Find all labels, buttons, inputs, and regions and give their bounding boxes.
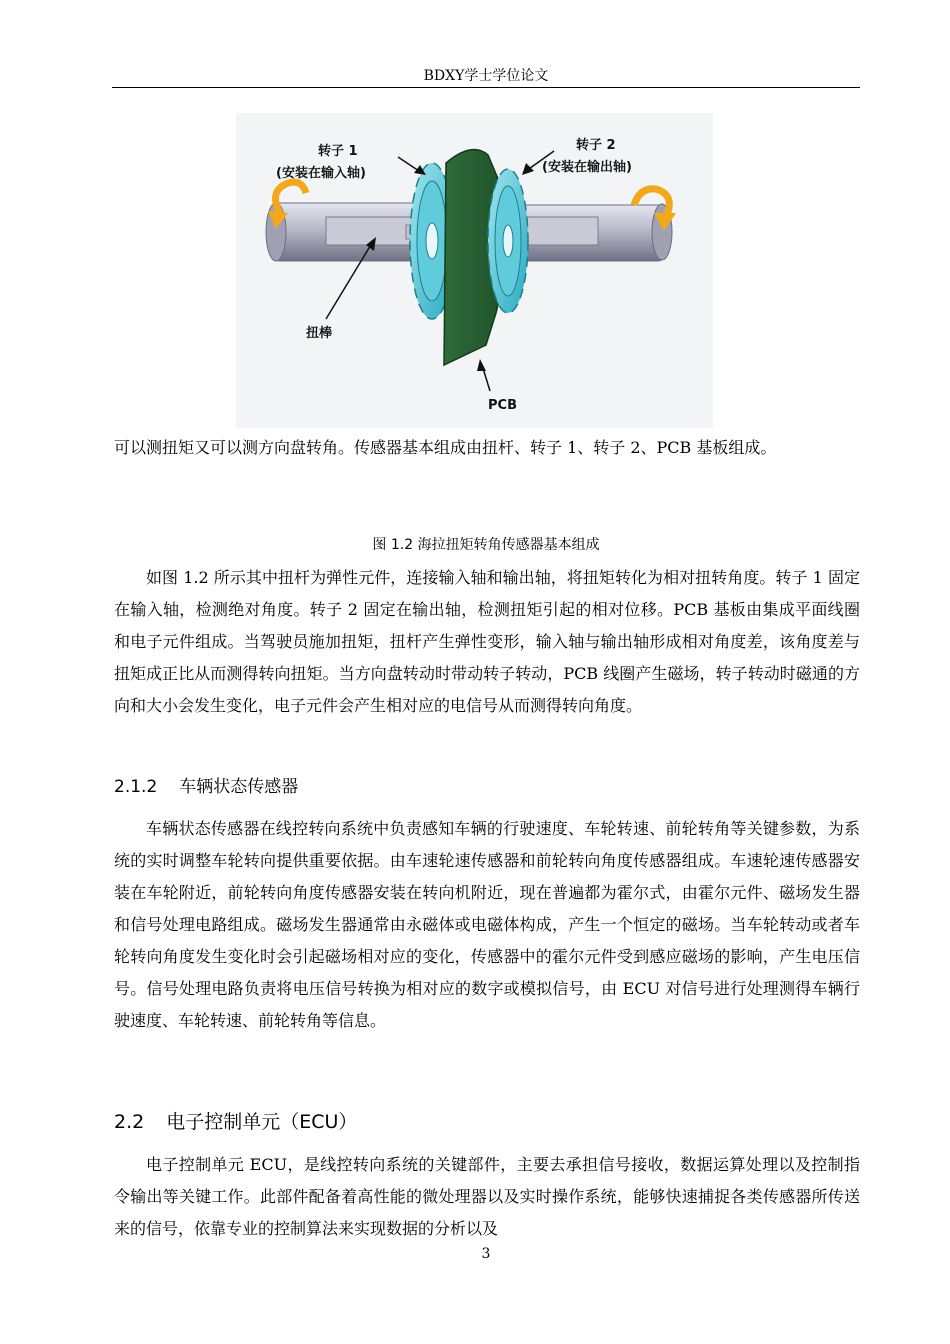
paragraph-3-text: 车辆状态传感器在线控转向系统中负责感知车辆的行驶速度、车轮转速、前轮转角等关键参数，为系统的实时调整车轮转向提供重要依据。由车速轮速传感器和前轮转向角度传感器组成。车速轮速传感器安装在车轮附近，前轮转向角度传感器安装在转向机附近，现在普遍都为霍尔式，由霍尔元件、磁场发生器和信号处理电路组成。磁场发生器通常由永磁体或电磁体构成，产生一个恒定的磁场。当车轮转动或者车轮转向角度发生变化时会引起磁场相对应的变化，传感器中的霍尔元件受到感应磁场的影响，产生电压信号。信号处理电路负责将电压信号转换为相对应的数字或模拟信号，由 ECU 对信号进行处理测得车辆行驶速度、车轮转速、前轮转角等信息。 [114,819,860,1030]
section-number: 2.2 [114,1111,145,1133]
rotor-1-note: (安装在输入轴) [276,166,366,181]
pcb-label: PCB [488,398,517,413]
paragraph-2 [114,562,860,722]
paragraph-1 [114,432,860,464]
paragraph-3 [114,813,860,1037]
section-heading-2-1-2 [114,775,298,799]
page-header: BDXY学士学位论文 [423,68,549,84]
section-title: 车辆状态传感器 [179,777,299,797]
section-heading-2-2 [114,1109,357,1135]
torsion-bar-label: 扭棒 [306,326,333,341]
rotor-2-shape [488,169,528,313]
rotor-2-label: 转子 2 [576,138,616,153]
header-rule [112,87,860,88]
sensor-figure [236,113,713,428]
figure-caption: 图 1.2 海拉扭矩转角传感器基本组成 [372,537,600,553]
paragraph-1-text: 可以测扭矩又可以测方向盘转角。传感器基本组成由扭杆、转子 1、转子 2、PCB 基板组成。 [114,438,777,457]
rotor-2-leader-head-icon [522,163,534,175]
rotor-2-note: (安装在输出轴) [542,160,632,175]
section-number: 2.1.2 [114,777,158,797]
paragraph-2-text: 如图 1.2 所示其中扭杆为弹性元件，连接输入轴和输出轴，将扭矩转化为相对扭转角度。转子 1 固定在输入轴，检测绝对角度。转子 2 固定在输出轴，检测扭矩引起的相对位移。PCB 基板由集成平面线圈和电子元件组成。当驾驶员施加扭矩，扭杆产生弹性变形，输入轴与输出轴形成相对角度差，该角度差与扭矩成正比从而测得转向扭矩。当方向盘转动时带动转子转动，PCB 线圈产生磁场，转子转动时磁通的方向和大小会发生变化，电子元件会产生相对应的电信号从而测得转向角度。 [114,568,860,715]
rotor-1-label: 转子 1 [318,144,358,159]
paragraph-4 [114,1149,860,1245]
torque-angle-sensor-diagram [236,113,713,428]
page-number: 3 [481,1246,491,1262]
section-title: 电子控制单元（ECU） [166,1111,358,1133]
paragraph-4-text: 电子控制单元 ECU，是线控转向系统的关键部件，主要去承担信号接收，数据运算处理以及控制指令输出等关键工作。此部件配备着高性能的微处理器以及实时操作系统，能够快速捕捉各类传感器所传送来的信号，依靠专业的控制算法来实现数据的分析以及 [114,1155,860,1238]
pcb-leader-head-icon [477,359,486,371]
